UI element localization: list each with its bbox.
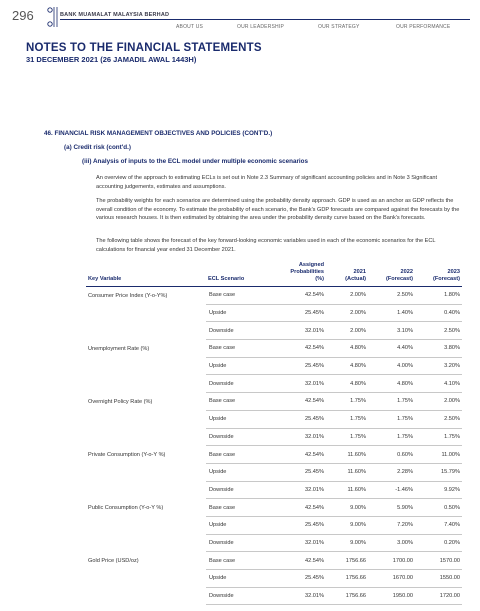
scenario-cell: Base case [206,340,264,358]
value-cell: 1.75% [368,410,415,428]
value-cell: 7.40% [415,516,462,534]
header-key-variable: Key Variable [86,261,206,287]
header-2022-type: (Forecast) [385,276,413,282]
value-cell: 1756.66 [326,587,368,605]
value-cell: 2.00% [326,287,368,305]
value-cell: 2.50% [368,287,415,305]
value-cell: 0.50% [415,499,462,517]
value-cell: 2.50% [415,410,462,428]
nav-link-our-strategy[interactable]: OUR STRATEGY [318,24,360,30]
value-cell: 4.40% [368,340,415,358]
value-cell: 11.60% [326,463,368,481]
scenario-cell: Upside [206,304,264,322]
key-variable-cell: Consumer Price Index (Y-o-Y%) [88,293,168,299]
value-cell: 25.45% [264,357,326,375]
page-subtitle: 31 DECEMBER 2021 (26 JAMADIL AWAL 1443H) [26,55,197,64]
value-cell: 1950.00 [368,587,415,605]
value-cell: 1.40% [368,304,415,322]
header-2021-actual [326,261,368,287]
bank-name: BANK MUAMALAT MALAYSIA BERHAD [60,12,170,18]
value-cell: 2.50% [415,322,462,340]
value-cell: 42.54% [264,499,326,517]
header-2021-year: 2021 [353,269,366,275]
value-cell: 1.75% [326,410,368,428]
value-cell: 9.00% [326,499,368,517]
paragraph-probability-weights: The probability weights for each scenarios are determined using the probability density approach. GDP is used as an anchor as GDP reflects the overall condition of the economy. To estimate the probability of each scenario, the Bank's GDP forecasts are compared against the forecasts by the various research houses. It is then estimated by obtaining the area under the probability density curve based on the Bank's forecasts. [96,198,460,222]
header-ecl-scenario: ECL Scenario [206,261,264,287]
nav-link-our-leadership[interactable]: OUR LEADERSHIP [237,24,284,30]
scenario-cell: Downside [206,375,264,393]
value-cell: 1570.00 [415,552,462,570]
value-cell: 2.00% [326,322,368,340]
header-2021-type: (Actual) [345,276,366,282]
page-title: NOTES TO THE FINANCIAL STATEMENTS [26,42,262,54]
value-cell: 4.00% [368,357,415,375]
value-cell: 4.80% [326,340,368,358]
value-cell: 25.45% [264,410,326,428]
nav-link-our-performance[interactable]: OUR PERFORMANCE [396,24,451,30]
bank-logo-icon [46,6,60,28]
scenario-cell: Downside [206,587,264,605]
value-cell: 1550.00 [415,570,462,588]
scenario-cell: Base case [206,287,264,305]
section-heading: 46. FINANCIAL RISK MANAGEMENT OBJECTIVES AND POLICIES (CONT'D.) [44,130,273,137]
value-cell: 1.75% [368,428,415,446]
scenario-cell: Downside [206,534,264,552]
key-variable-cell: Public Consumption (Y-o-Y %) [88,504,164,511]
value-cell: 32.01% [264,375,326,393]
value-cell: 0.60% [368,446,415,464]
key-variable-cell: Unemployment Rate (%) [88,345,150,352]
value-cell: 42.54% [264,446,326,464]
scenario-cell: Base case [206,446,264,464]
subsubsection-heading: (iii) Analysis of inputs to the ECL model under multiple economic scenarios [82,158,309,165]
table-header-row [86,261,462,287]
scenario-cell: Upside [206,357,264,375]
value-cell: 4.80% [326,357,368,375]
paragraph-overview: An overview of the approach to estimating ECLs is set out in Note 2.3 Summary of significant accounting policies and in Note 3 Significant accounting judgements, estimates and assumptions. [96,175,438,190]
value-cell: 1.75% [415,428,462,446]
value-cell: 25.45% [264,516,326,534]
table-row [86,393,462,411]
header-2023-type: (Forecast) [432,276,460,282]
header-2022-year: 2022 [400,269,413,275]
value-cell: 7.20% [368,516,415,534]
value-cell: 42.54% [264,287,326,305]
value-cell: 32.01% [264,481,326,499]
value-cell: 11.00% [415,446,462,464]
value-cell: 3.10% [368,322,415,340]
header-2023-forecast [415,261,462,287]
value-cell: 9.00% [326,516,368,534]
table-row [86,340,462,358]
value-cell: 42.54% [264,340,326,358]
value-cell: 3.00% [368,534,415,552]
nav-link-about-us[interactable]: ABOUT US [176,24,204,30]
scenario-cell: Upside [206,570,264,588]
value-cell: 1756.66 [326,552,368,570]
value-cell: 25.45% [264,304,326,322]
header-prob-line1: Assigned [298,262,324,268]
header-prob-line2: Probabilities [290,269,324,275]
scenario-cell: Upside [206,410,264,428]
key-variable-cell: Private Consumption (Y-o-Y %) [88,451,166,458]
value-cell: 2.00% [415,393,462,411]
value-cell: 0.40% [415,304,462,322]
header-prob-line3: (%) [315,276,324,282]
key-variable-cell: Overnight Policy Rate (%) [88,398,153,405]
value-cell: 9.00% [326,534,368,552]
scenario-cell: Base case [206,393,264,411]
scenario-cell: Upside [206,463,264,481]
header-divider [60,19,470,20]
value-cell: 32.01% [264,534,326,552]
value-cell: 1700.00 [368,552,415,570]
value-cell: 4.80% [368,375,415,393]
scenario-cell: Base case [206,499,264,517]
value-cell: 4.80% [326,375,368,393]
paragraph-table-intro: The following table shows the forecast of the key forward-looking economic variables used in each of the economic scenarios for the ECL calculations for financial year ended 31 December 2021. [96,238,436,253]
scenario-cell: Downside [206,481,264,499]
header-2022-forecast [368,261,415,287]
value-cell: 1.75% [368,393,415,411]
value-cell: 3.80% [415,340,462,358]
value-cell: 15.79% [415,463,462,481]
value-cell: 1.80% [415,287,462,305]
value-cell: 1.75% [326,393,368,411]
value-cell: 9.92% [415,481,462,499]
scenario-cell: Downside [206,322,264,340]
table-row [86,287,462,305]
subsection-heading: (a) Credit risk (cont'd.) [64,144,131,151]
scenario-cell: Downside [206,428,264,446]
value-cell: 25.45% [264,570,326,588]
value-cell: 0.20% [415,534,462,552]
value-cell: 32.01% [264,322,326,340]
value-cell: 1.75% [326,428,368,446]
table-row [86,552,462,570]
scenario-cell: Base case [206,552,264,570]
value-cell: 11.60% [326,481,368,499]
scenario-cell: Upside [206,516,264,534]
value-cell: 1670.00 [368,570,415,588]
value-cell: 5.90% [368,499,415,517]
value-cell: 32.01% [264,428,326,446]
value-cell: 32.01% [264,587,326,605]
value-cell: 2.28% [368,463,415,481]
header-assigned-probabilities [264,261,326,287]
value-cell: 25.45% [264,463,326,481]
value-cell: 4.10% [415,375,462,393]
ecl-forecast-table [86,261,462,605]
value-cell: 1720.00 [415,587,462,605]
value-cell: 3.20% [415,357,462,375]
value-cell: 42.54% [264,552,326,570]
table-row [86,446,462,464]
page-number: 296 [12,8,34,23]
value-cell: 42.54% [264,393,326,411]
header-2023-year: 2023 [447,269,460,275]
value-cell: -1.46% [368,481,415,499]
value-cell: 2.00% [326,304,368,322]
table-row [86,499,462,517]
key-variable-cell: Gold Price (USD/oz) [88,557,139,564]
value-cell: 11.60% [326,446,368,464]
value-cell: 1756.66 [326,570,368,588]
